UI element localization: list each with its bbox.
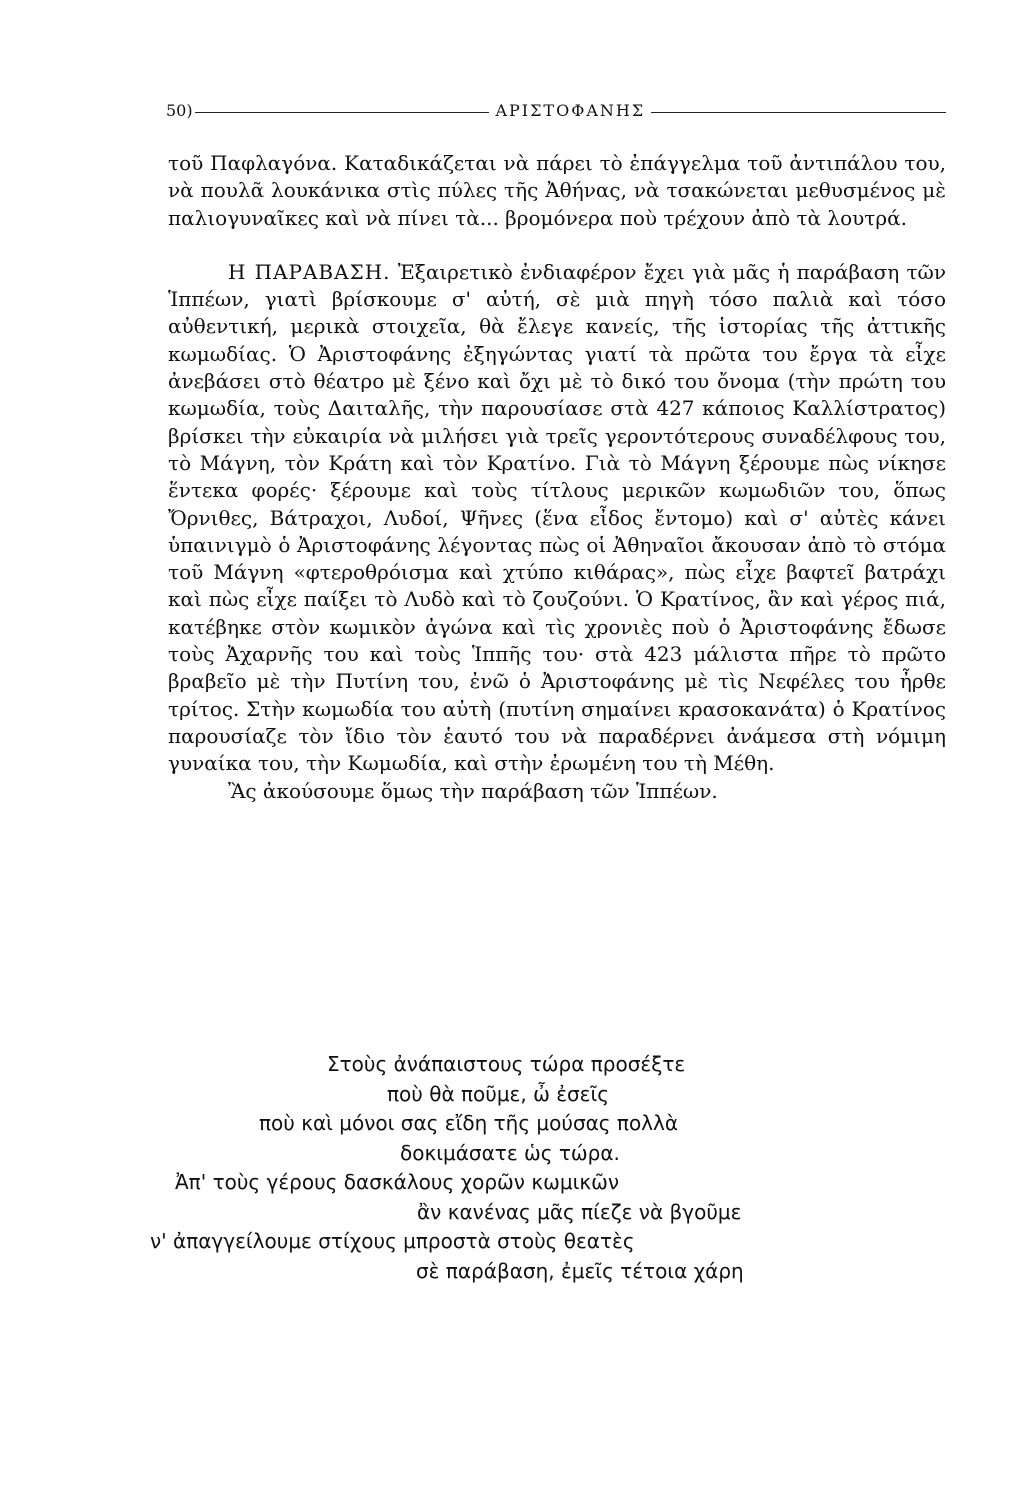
verse-line: δοκιμάσατε ὡς τώρα. xyxy=(400,1140,620,1165)
section-heading: Η ΠΑΡΑΒΑΣΗ. xyxy=(228,259,391,284)
verse-line: ἂν κανένας μᾶς πίεζε νὰ βγοῦμε xyxy=(417,1199,742,1224)
body-text xyxy=(168,150,946,805)
paragraph xyxy=(168,259,946,778)
verse-block xyxy=(150,1050,946,1286)
header-rule-right xyxy=(651,112,946,113)
paragraph-text: Ἐξαιρετικὸ ἐνδιαφέρον ἔχει γιὰ μᾶς ἡ παράβαση τῶν Ἱππέων, γιατὶ βρίσκουμε σ' αὐτή, σὲ μιὰ πηγὴ τόσο παλιὰ καὶ τόσο αὐθεντική, μερικὰ στοιχεῖα, θὰ ἔλεγε κανείς, τῆς ἱστορίας τῆς ἀττικῆς κωμωδίας. Ὁ Ἀριστοφάνης ἐξηγώντας γιατί τὰ πρῶτα του ἔργα τὰ εἶχε ἀνεβάσει στὸ θέατρο μὲ ξένο καὶ ὄχι μὲ τὸ δικό του ὄνομα (τὴν πρώτη του κωμωδία, τοὺς Δαιταλῆς, τὴν παρουσίασε στὰ 427 κάποιος Καλλίστρατος) βρίσκει τὴν εὐκαιρία νὰ μιλήσει γιὰ τρεῖς γεροντότερους συναδέλφους του, τὸ Μάγνη, τὸν Κράτη καὶ τὸν Κρατίνο. Γιὰ τὸ Μάγνη ξέρουμε πὼς νίκησε ἕντεκα φορές· ξέρουμε καὶ τοὺς τίτλους μερικῶν κωμωδιῶν του, ὅπως Ὄρνιθες, Βάτραχοι, Λυδοί, Ψῆνες (ἕνα εἶδος ἔντομο) καὶ σ' αὐτὲς κάνει ὑπαινιγμὸ ὁ Ἀριστοφάνης λέγοντας πὼς οἱ Ἀθηναῖοι ἄκουσαν ἀπὸ τὸ στόμα τοῦ Μάγνη «φτεροθρόισμα καὶ χτύπο κιθάρας», πὼς εἶχε βαφτεῖ βατράχι καὶ πὼς εἶχε παίξει τὸ Λυδὸ καὶ τὸ ζουζούνι. Ὁ Κρατίνος, ἂν καὶ γέρος πιά, κατέβηκε στὸν κωμικὸν ἀγώνα καὶ τὶς χρονιὲς ποὺ ὁ Ἀριστοφάνης ἔδωσε τοὺς Ἀχαρνῆς του καὶ τοὺς Ἱππῆς του· στὰ 423 μάλιστα πῆρε τὸ πρῶτο βραβεῖο μὲ τὴν Πυτίνη του, ἐνῶ ὁ Ἀριστοφάνης μὲ τὶς Νεφέλες του ἦρθε τρίτος. Στὴν κωμωδία του αὐτὴ (πυτίνη σημαίνει κρασοκανάτα) ὁ Κρατίνος παρουσίαζε τὸν ἴδιο τὸν ἑαυτό του νὰ παραδέρνει ἀνάμεσα στὴ νόμιμη γυναίκα του, τὴν Κωμωδία, καὶ στὴν ἐρωμένη του τὴ Μέθη. xyxy=(168,259,947,776)
paragraph: τοῦ Παφλαγόνα. Καταδικάζεται νὰ πάρει τὸ ἐπάγγελμα τοῦ ἀντιπάλου του, νὰ πουλᾶ λουκάνικα στὶς πύλες τῆς Ἀθήνας, νὰ τσακώνεται μεθυσμένος μὲ παλιογυναῖκες καὶ νὰ πίνει τὰ... βρομόνερα ποὺ τρέχουν ἀπὸ τὰ λουτρά. xyxy=(168,151,946,230)
verse-line: ποὺ καὶ μόνοι σας εἴδη τῆς μούσας πολλὰ xyxy=(259,1111,679,1135)
paragraph: Ἂς ἀκούσουμε ὅμως τὴν παράβαση τῶν Ἱππέων. xyxy=(228,778,718,803)
verse-line: Ἀπ' τοὺς γέρους δασκάλους χορῶν κωμικῶν xyxy=(175,1170,620,1194)
running-header xyxy=(166,98,946,122)
page-number: 50) xyxy=(166,100,193,120)
verse-line: Στοὺς ἀνάπαιστους τώρα προσέξτε xyxy=(327,1052,686,1076)
verse-line: ν' ἀπαγγείλουμε στίχους μπροστὰ στοὺς θεατὲς xyxy=(150,1229,635,1253)
running-title: ΑΡΙΣΤΟΦΑΝΗΣ xyxy=(495,100,646,120)
verse-line: σὲ παράβαση, ἐμεῖς τέτοια χάρη xyxy=(416,1258,744,1283)
verse-line: ποὺ θὰ ποῦμε, ὦ ἐσεῖς xyxy=(387,1081,609,1106)
header-rule-left xyxy=(195,112,490,113)
